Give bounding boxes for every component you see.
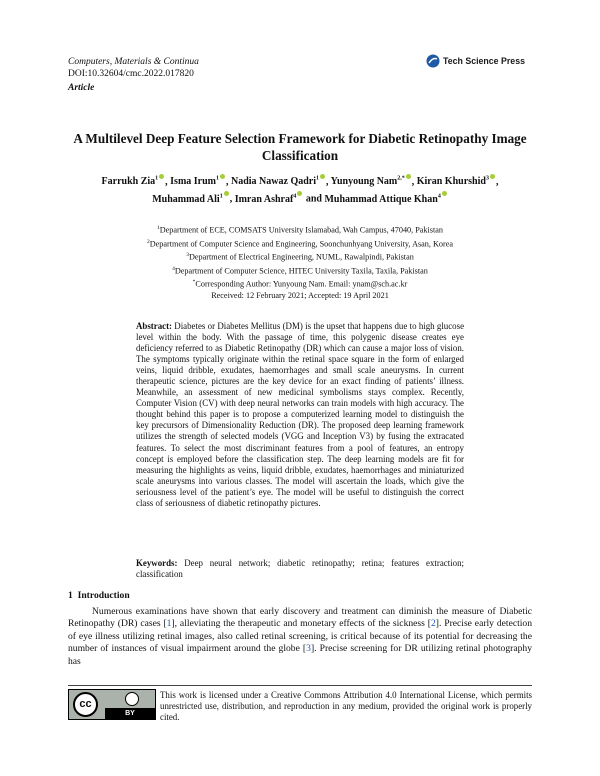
intro-text: ]. Precise screening for DR utilizing retinal photography has — [68, 643, 532, 667]
author-name: Isma Irum$^1$ — [170, 176, 226, 187]
author-line: Farrukh Zia$^1$ , Isma Irum$^1$ , Nadia Nawaz Qadri$^1$ , Yunyoung Nam$^{2,*}$ , Kiran Khurshid$^3$ , — [101, 176, 499, 188]
author-name: Muhammad Ali$^1$ — [152, 194, 230, 205]
intro-text: ]. Precise early detection of eye illness utilizing retinal images, also called retinal screening, is critical because of its potential for decreasing the number of instances of visual impairment around the globe [ — [68, 618, 533, 655]
affiliations — [68, 223, 532, 301]
citation-link[interactable]: 3 — [306, 643, 311, 655]
author-affiliation-sup: 1 — [155, 176, 159, 182]
author-affiliation-sup: 1 — [219, 193, 223, 200]
orcid-icon[interactable] — [406, 174, 411, 179]
author-affiliation-sup: 1 — [316, 176, 319, 182]
journal-name: Computers, Materials & Continua — [68, 57, 199, 67]
section-heading — [68, 590, 130, 601]
intro-text: ], alleviating the therapeutic and monetary effects of the sickness [ — [171, 618, 431, 630]
intro-paragraph — [68, 606, 532, 668]
author-name: Nadia Nawaz Qadri$^1$ — [231, 176, 326, 187]
article-type: Article — [68, 83, 95, 93]
orcid-icon[interactable] — [490, 174, 495, 179]
orcid-icon[interactable] — [224, 191, 229, 196]
orcid-icon[interactable] — [220, 174, 225, 179]
author-list — [68, 172, 532, 207]
author-affiliation-sup: 1 — [216, 176, 219, 182]
author-affiliation-sup: 4 — [437, 193, 441, 200]
orcid-icon[interactable] — [442, 191, 447, 196]
affiliation-item: $^4$Department of Computer Science, HITEC University Taxila, Taxila, Pakistan — [172, 265, 428, 276]
affiliation-item: $^1$Department of ECE, COMSATS University Islamabad, Wah Campus, 47040, Pakistan — [157, 225, 443, 235]
license-text: This work is licensed under a Creative Commons Attribution 4.0 International License, which permits unrestricted use, distribution, and reproduction in any medium, provided the original work is properly cited. — [160, 690, 532, 723]
intro-text: Numerous examinations have shown that early discovery and treatment can diminish the measure of Diabetic Retinopathy (DR) cases [ — [68, 606, 532, 630]
doi[interactable]: DOI:10.32604/cmc.2022.017820 — [68, 69, 194, 79]
affiliation-item: *Corresponding Author: Yunyoung Nam. Email: ynam@sch.ac.kr — [192, 279, 408, 289]
abstract-label: Abstract: — [136, 321, 172, 331]
footer-divider — [68, 685, 532, 686]
orcid-icon[interactable] — [320, 174, 325, 179]
tech-science-press-logo-icon — [426, 54, 440, 68]
keywords — [136, 558, 464, 580]
author-name: Yunyoung Nam$^{2,*}$ — [331, 176, 412, 187]
orcid-icon[interactable] — [159, 174, 164, 179]
affiliation-item: $^3$Department of Electrical Engineering, NUML, Rawalpindi, Pakistan — [186, 252, 414, 262]
creative-commons-icon: cc — [73, 692, 98, 717]
abstract — [136, 321, 464, 509]
author-affiliation-sup: 3 — [485, 176, 489, 182]
author-line: Muhammad Ali$^1$ , Imran Ashraf$^4$ and Muhammad Attique Khan$^4$ — [68, 189, 532, 206]
author-name: Muhammad Attique Khan$^4$ — [324, 194, 447, 205]
dates: Received: 12 February 2021; Accepted: 19 April 2021 — [211, 290, 389, 300]
keywords-label: Keywords: — [136, 558, 178, 568]
abstract-text: Diabetes or Diabetes Mellitus (DM) is the upset that happens due to high glucose level within the body. With the passage of time, this polygenic disease creates eye deficiency referred to as Diabetic Retinopathy (DR) which can cause a major loss of vision. The symptoms typically originate within the retinal space square in the form of enlarged veins, liquid dribble, exudates, haemorrhages and small scale aneurysms. In current therapeutic science, pictures are the key device for an exact finding of patients’ illness. Meanwhile, an assessment of new medicinal symbolisms stays complex. Recently, Computer Vision (CV) with deep neural networks can train models with high accuracy. The thought behind this paper is to propose a computerized learning model to distinguish the key precursors of Dimensionality Reduction (DR). The proposed deep learning framework utilizes the strength of selected models (VGG and Inception V3) by fusing the extracated features. To select the most discriminant features from a pool of features, an entropy concept is employed before the classification step. The deep learning models are fit for measuring the highlights as veins, liquid dribble, exudates, haemorrhages and miniaturized scale aneurysms into various classes. The model will ascertain the loads, which give the seriousness level of the patient’s eye. The model will be useful to distinguish the correct class of seriousness of diabetic retinopathy pictures. — [136, 321, 465, 508]
keywords-text: Deep neural network; diabetic retinopathy; retina; features extraction; classification — [136, 558, 465, 580]
author-name: Imran Ashraf$^4$ — [235, 194, 304, 205]
affiliation-item: $^2$Department of Computer Science and Engineering, Soonchunhyang University, Asan, Korea — [147, 238, 453, 249]
citation-link[interactable]: 1 — [166, 618, 172, 630]
section-title: Introduction — [77, 590, 130, 601]
publisher[interactable] — [426, 54, 525, 68]
publisher-name: Tech Science Press — [443, 56, 525, 66]
author-affiliation-sup: 2,* — [397, 176, 405, 182]
paper-title: A Multilevel Deep Feature Selection Framework for Diabetic Retinopathy Image Classification — [73, 131, 527, 163]
author-affiliation-sup: 4 — [293, 193, 297, 200]
attribution-person-icon — [125, 692, 139, 706]
author-name: Kiran Khurshid$^3$ — [417, 176, 496, 187]
section-number: 1 — [68, 590, 73, 601]
cc-by-badge[interactable] — [68, 689, 156, 720]
citation-link[interactable]: 2 — [430, 618, 436, 630]
author-name: Farrukh Zia$^1$ — [102, 176, 166, 187]
by-label: BY — [105, 708, 155, 719]
orcid-icon[interactable] — [297, 191, 302, 196]
